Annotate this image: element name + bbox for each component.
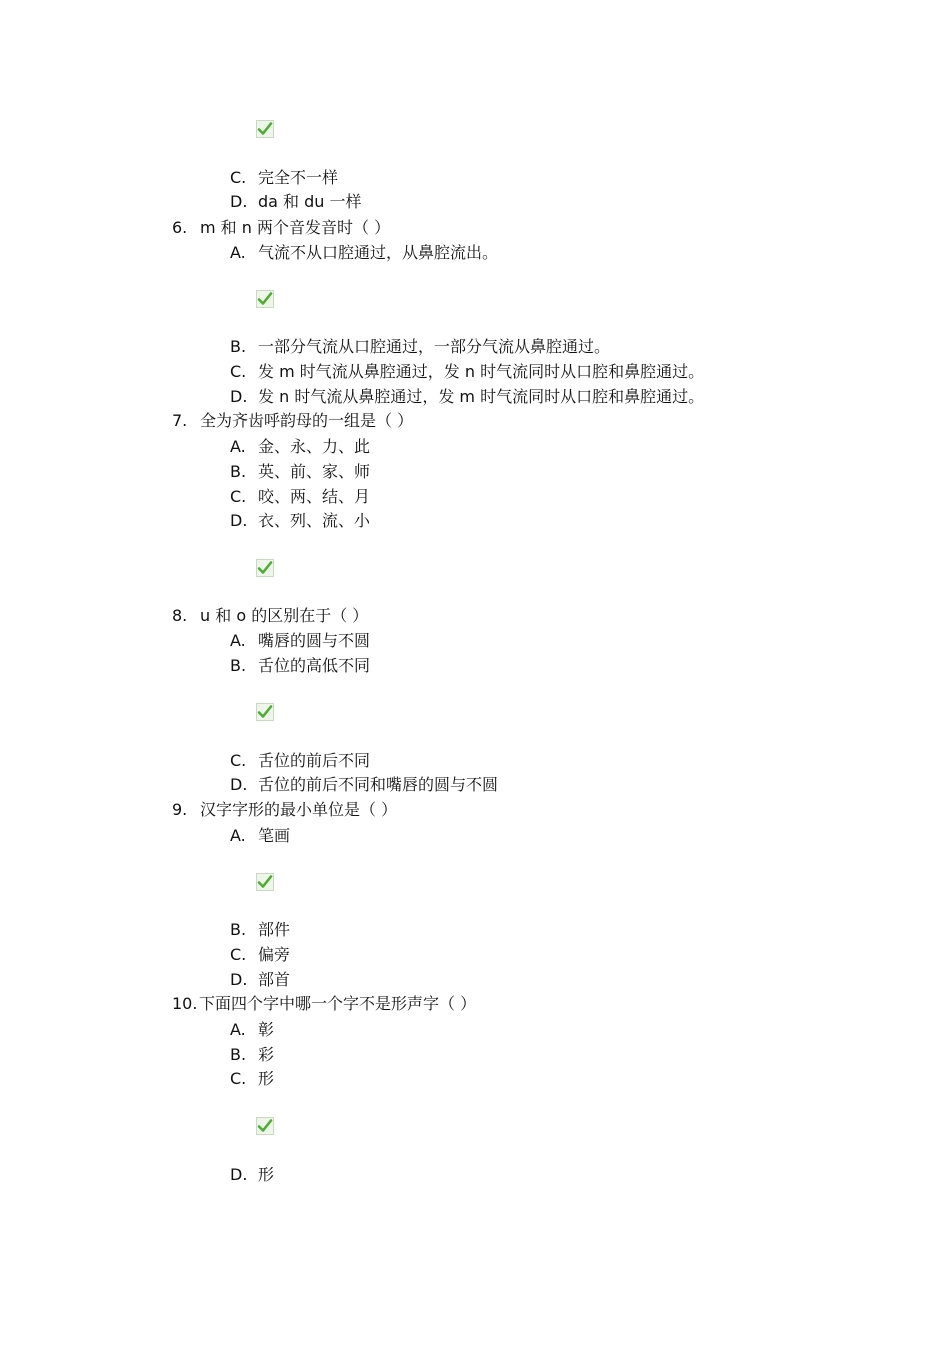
option-text: 彰 xyxy=(258,1020,275,1039)
correct-answer-check-icon xyxy=(256,120,274,138)
correct-answer-check-icon xyxy=(256,873,274,891)
option-text: 舌位的高低不同 xyxy=(258,656,371,675)
option-letter: C. xyxy=(230,168,247,187)
option-letter: C. xyxy=(230,362,247,381)
option-text: 笔画 xyxy=(258,826,291,845)
option-text: 衣、列、流、小 xyxy=(258,511,371,530)
option-letter: B. xyxy=(230,920,247,939)
correct-answer-check-icon xyxy=(256,290,274,308)
option-letter: C. xyxy=(230,945,247,964)
correct-answer-check-icon xyxy=(256,1117,274,1135)
question-number: 9. xyxy=(172,800,188,819)
option-text: 彩 xyxy=(258,1045,275,1064)
option-letter: D. xyxy=(230,970,248,989)
option-text: 完全不一样 xyxy=(258,168,339,187)
option-letter: A. xyxy=(230,631,246,650)
correct-answer-check-icon xyxy=(256,703,274,721)
option-text: 发 n 时气流从鼻腔通过，发 m 时气流同时从口腔和鼻腔通过。 xyxy=(258,387,705,406)
option-text: 嘴唇的圆与不圆 xyxy=(258,631,371,650)
question-text: 全为齐齿呼韵母的一组是（ ） xyxy=(200,411,414,430)
option-text: 英、前、家、师 xyxy=(258,462,371,481)
question-text: u 和 o 的区别在于（ ） xyxy=(200,606,369,625)
option-letter: B. xyxy=(230,656,247,675)
option-letter: D. xyxy=(230,1165,248,1184)
option-letter: B. xyxy=(230,1045,247,1064)
question-number: 6. xyxy=(172,218,188,237)
option-letter: B. xyxy=(230,337,247,356)
question-number: 7. xyxy=(172,411,188,430)
option-text: 部首 xyxy=(258,970,291,989)
option-letter: A. xyxy=(230,437,246,456)
option-letter: D. xyxy=(230,192,248,211)
option-text: 舌位的前后不同 xyxy=(258,751,371,770)
option-text: 形 xyxy=(258,1165,275,1184)
option-text: 金、永、力、此 xyxy=(258,437,371,456)
option-letter: A. xyxy=(230,826,246,845)
option-letter: D. xyxy=(230,511,248,530)
option-text: da 和 du 一样 xyxy=(258,192,362,211)
question-text: 下面四个字中哪一个字不是形声字（ ） xyxy=(199,994,477,1013)
option-letter: B. xyxy=(230,462,247,481)
question-number: 10. xyxy=(172,994,198,1013)
option-text: 舌位的前后不同和嘴唇的圆与不圆 xyxy=(258,775,499,794)
option-text: 形 xyxy=(258,1069,275,1088)
option-text: 偏旁 xyxy=(258,945,291,964)
question-number: 8. xyxy=(172,606,188,625)
option-letter: C. xyxy=(230,1069,247,1088)
option-letter: D. xyxy=(230,775,248,794)
option-letter: A. xyxy=(230,1020,246,1039)
question-text: m 和 n 两个音发音时（ ） xyxy=(200,218,391,237)
option-text: 发 m 时气流从鼻腔通过，发 n 时气流同时从口腔和鼻腔通过。 xyxy=(258,362,705,381)
option-letter: D. xyxy=(230,387,248,406)
option-letter: C. xyxy=(230,751,247,770)
option-text: 气流不从口腔通过，从鼻腔流出。 xyxy=(258,243,499,262)
option-text: 一部分气流从口腔通过，一部分气流从鼻腔通过。 xyxy=(258,337,611,356)
option-text: 部件 xyxy=(258,920,291,939)
option-letter: C. xyxy=(230,487,247,506)
option-text: 咬、两、结、月 xyxy=(258,487,371,506)
option-letter: A. xyxy=(230,243,246,262)
question-text: 汉字字形的最小单位是（ ） xyxy=(200,800,398,819)
correct-answer-check-icon xyxy=(256,559,274,577)
